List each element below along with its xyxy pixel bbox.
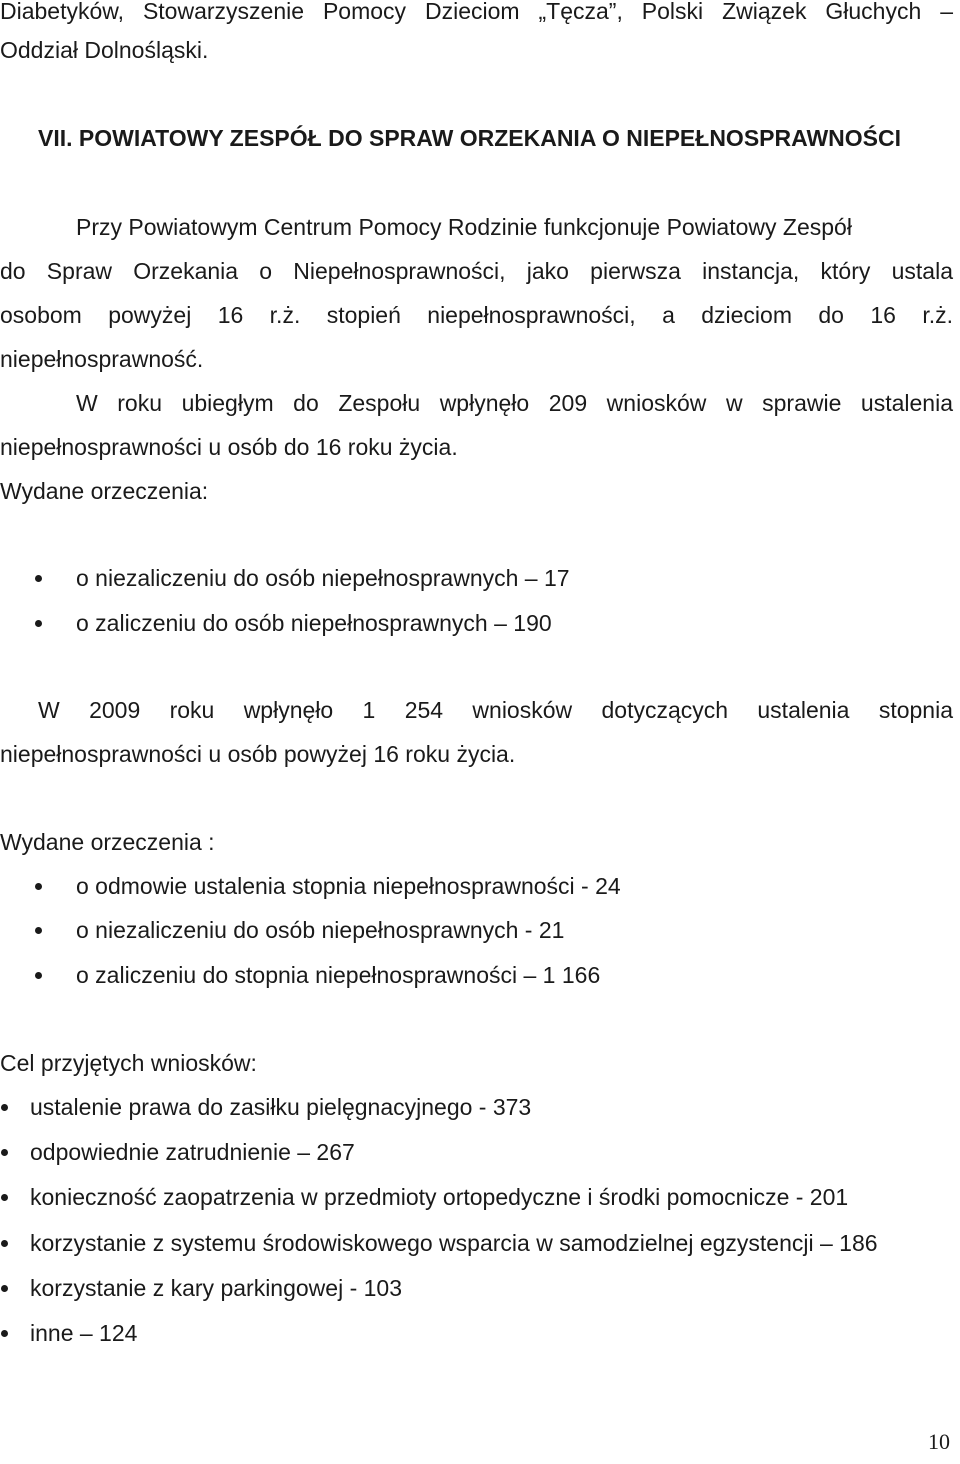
para1-line-4: niepełnosprawność. xyxy=(0,346,204,372)
page-number: 10 xyxy=(928,1429,950,1454)
bullet-icon xyxy=(35,972,42,979)
intro-line-1: Diabetyków, Stowarzyszenie Pomocy Dzieciom „Tęcza”, Polski Związek Głuchych – xyxy=(0,0,953,24)
bullet-icon xyxy=(35,620,42,627)
decisions1-item: o niezaliczeniu do osób niepełnosprawnych – 17 xyxy=(76,565,570,591)
purposes-item: korzystanie z systemu środowiskowego wsparcia w samodzielnej egzystencji – 186 xyxy=(30,1230,878,1256)
purposes-item: odpowiednie zatrudnienie – 267 xyxy=(30,1139,355,1165)
decisions2-item: o zaliczeniu do stopnia niepełnosprawności – 1 166 xyxy=(76,962,601,988)
decisions1-label: Wydane orzeczenia: xyxy=(0,478,209,504)
decisions2-item: o odmowie ustalenia stopnia niepełnosprawności - 24 xyxy=(76,873,621,899)
purposes-item: ustalenie prawa do zasiłku pielęgnacyjnego - 373 xyxy=(30,1094,532,1120)
bullet-icon xyxy=(1,1104,8,1111)
bullet-icon xyxy=(1,1240,8,1247)
para1-line-2: do Spraw Orzekania o Niepełnosprawności, jako pierwsza instancja, który ustala xyxy=(0,258,953,284)
bullet-icon xyxy=(1,1285,8,1292)
decisions2-item: o niezaliczeniu do osób niepełnosprawnych - 21 xyxy=(76,917,565,943)
bullet-icon xyxy=(35,927,42,934)
purposes-item: konieczność zaopatrzenia w przedmioty ortopedyczne i środki pomocnicze - 201 xyxy=(30,1184,849,1210)
intro-line-2: Oddział Dolnośląski. xyxy=(0,37,209,63)
decisions1-item: o zaliczeniu do osób niepełnosprawnych – 190 xyxy=(76,610,552,636)
bullet-icon xyxy=(1,1194,8,1201)
para3-line-2: niepełnosprawności u osób powyżej 16 roku życia. xyxy=(0,741,516,767)
bullet-icon xyxy=(1,1330,8,1337)
para1-line-1: Przy Powiatowym Centrum Pomocy Rodzinie funkcjonuje Powiatowy Zespół xyxy=(76,214,852,240)
para1-line-3: osobom powyżej 16 r.ż. stopień niepełnosprawności, a dzieciom do 16 r.ż. xyxy=(0,302,953,328)
decisions2-label: Wydane orzeczenia : xyxy=(0,829,215,855)
bullet-icon xyxy=(1,1149,8,1156)
para2-line-2: niepełnosprawności u osób do 16 roku życia. xyxy=(0,434,458,460)
purposes-item: inne – 124 xyxy=(30,1320,138,1346)
bullet-icon xyxy=(35,575,42,582)
bullet-icon xyxy=(35,883,42,890)
para2-line-1: W roku ubiegłym do Zespołu wpłynęło 209 wniosków w sprawie ustalenia xyxy=(76,390,953,416)
para3-line-1: W 2009 roku wpłynęło 1 254 wniosków dotyczących ustalenia stopnia xyxy=(38,697,953,723)
section-heading: VII. POWIATOWY ZESPÓŁ DO SPRAW ORZEKANIA O NIEPEŁNOSPRAWNOŚCI xyxy=(38,125,901,151)
purposes-item: korzystanie z kary parkingowej - 103 xyxy=(30,1275,402,1301)
purposes-label: Cel przyjętych wniosków: xyxy=(0,1050,257,1076)
